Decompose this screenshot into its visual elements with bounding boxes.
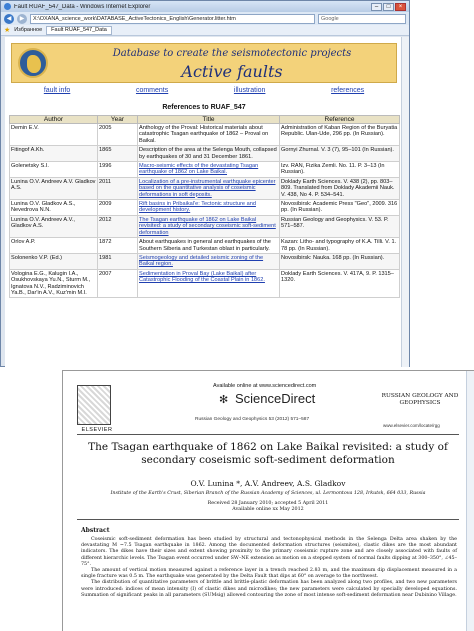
title-link[interactable]: Sedimentation in Proval Bay (Lake Baikal) after Catastrophic Flooding of the Coastal Plain in 1862. <box>139 270 265 284</box>
cell-title[interactable] <box>138 269 280 298</box>
forward-icon[interactable]: ▶ <box>17 14 27 24</box>
cell-author: Demin E.V. <box>10 124 98 146</box>
cell-year: 1981 <box>98 253 138 269</box>
col-reference: Reference <box>280 116 400 124</box>
cell-reference: Novosibirsk: Nauka. 168 pp. (In Russian). <box>280 253 400 269</box>
cell-year: 2005 <box>98 124 138 146</box>
abstract-heading: Abstract <box>81 527 110 534</box>
cell-reference: Administration of Kaban Region of the Buryatia Republic. Ulan-Ude, 296 pp. (In Russian). <box>280 124 400 146</box>
col-author: Author <box>10 116 98 124</box>
cell-title[interactable] <box>138 177 280 199</box>
elsevier-tree-logo <box>77 385 111 425</box>
table-row <box>10 269 400 298</box>
window-controls <box>371 3 406 11</box>
cell-title[interactable] <box>138 253 280 269</box>
abstract-paragraph: The distribution of quantitative parameters of brittle and brittle-plastic deformation has been analyzed along two profiles, and two new parameters were introduced: indices of mean intensity (I) of clastic dikes and microdikes; the new parameters were calculated by specially developed equations. Summation of significant peaks in all parameters (SUMsig) allowed contouring the zone of most intense soft-sediment deformation near Dubinino Village. <box>81 580 457 598</box>
available-online: Available online at www.sciencedirect.com <box>213 383 317 389</box>
cell-reference: Izv. RAN, Fizika Zemli. No. 11. P. 3–13 (In Russian). <box>280 162 400 178</box>
cell-author: Fitingof A.Kh. <box>10 146 98 162</box>
favorites-label[interactable]: Избранное <box>14 27 43 33</box>
section-nav <box>11 87 397 97</box>
address-bar <box>1 12 409 25</box>
paper-authors: O.V. Lunina *, A.V. Andreev, A.S. Gladkov <box>190 479 346 488</box>
search-input[interactable]: Google <box>318 14 406 24</box>
cell-year: 2011 <box>98 177 138 199</box>
cell-reference: Kazan: Litho- and typography of K.A. Tilli. V. 1. 78 pp. (In Russian). <box>280 238 400 254</box>
cell-author: Solonenko V.P. (Ed.) <box>10 253 98 269</box>
cell-reference: Russian Geology and Geophysics. V. 53. P. 571–587. <box>280 215 400 237</box>
minimize-icon[interactable]: – <box>371 3 382 11</box>
paper-affiliation: Institute of the Earth's Crust, Siberian Branch of the Russian Academy of Sciences, ul. Lermontova 128, Irkutsk, 664 033, Russia <box>110 491 426 496</box>
table-row <box>10 162 400 178</box>
table-row <box>10 253 400 269</box>
col-year: Year <box>98 116 138 124</box>
nav-references[interactable]: references <box>331 87 365 94</box>
maximize-icon[interactable]: □ <box>383 3 394 11</box>
table-row <box>10 200 400 216</box>
received-date: Received 28 January 2010; accepted 5 April 2011 <box>207 501 329 506</box>
references-table <box>9 115 400 298</box>
cell-reference: Gornyi Zhurnal. V. 3 (7), 95–101 (In Russian). <box>280 146 400 162</box>
cell-title[interactable] <box>138 215 280 237</box>
cell-reference: Doklady Earth Sciences. V. 438 (2), pp. 803–809. Translated from Doklady Akademii Nauk. V. 438, No 4. P. 534–541. <box>280 177 400 199</box>
page-content <box>5 37 402 367</box>
title-link[interactable]: The Tsagan earthquake of 1862 on Lake Baikal revisited: a study of secondary coseismic soft-sediment deformation <box>139 216 276 236</box>
journal-citation: Russian Geology and Geophysics 53 (2012) 571–587 <box>195 417 310 422</box>
cell-author: Golenetsky S.I. <box>10 162 98 178</box>
cell-year: 2009 <box>98 200 138 216</box>
title-link[interactable]: Rift basins in Pribaikal'e: Tectonic structure and development history. <box>139 201 256 214</box>
database-logo-icon <box>18 48 48 78</box>
table-row <box>10 238 400 254</box>
cell-title[interactable] <box>138 200 280 216</box>
favorites-bar <box>1 25 409 36</box>
cell-title[interactable] <box>138 162 280 178</box>
close-icon[interactable]: × <box>395 3 406 11</box>
title-bar <box>1 1 409 12</box>
sciencedirect-icon: ✻ <box>219 394 229 406</box>
title-link[interactable]: Macro-seismic effects of the devastating Tsagan earthquake of 1862 on Lake Baikal. <box>139 163 259 176</box>
elsevier-label: ELSEVIER <box>81 427 113 433</box>
cell-author: Lunina O.V. Gladkov A.S., Nevedrova N.N. <box>10 200 98 216</box>
banner-title: Active faults <box>181 62 283 81</box>
table-row <box>10 215 400 237</box>
page-scrollbar[interactable] <box>401 37 409 367</box>
cell-title: Anthology of the Proval: Historical materials about catastrophic Tsagan earthquake of 1862 – Proval on Baikal. <box>138 124 280 146</box>
online-date: Available online xx May 2012 <box>232 507 304 512</box>
table-row <box>10 124 400 146</box>
cell-title: Description of the area at the Selenga Mouth, collapsed by earthquakes of 30 and 31 December 1861. <box>138 146 280 162</box>
cell-title: About earthquakes in general and earthquakes of the Southern Siberia and Turkestan oblast in particularly. <box>138 238 280 254</box>
references-heading: References to RUAF_547 <box>162 104 246 111</box>
cell-author: Orlov A.P. <box>10 238 98 254</box>
abstract-rule <box>77 519 459 520</box>
table-row <box>10 146 400 162</box>
title-link[interactable]: Seismogeology and detailed seismic zoning of the Baikal region. <box>139 254 264 268</box>
journal-site: www.elsevier.com/locate/rgg <box>383 423 440 428</box>
title-link[interactable]: Localization of a pre-instrumental earthquake epicenter based on the quantitative analysis of coseismic deformations in soft deposits. <box>139 178 276 198</box>
col-title: Title <box>138 116 280 124</box>
abstract-paragraph: The amount of vertical motion measured against a reference layer in a trench reached 2.83 m, and the maximum dip displacement measured in a single fracture was 0.5 m. The earthquake was generated by the Delta Fault that dips at 60° on average to the northwest. <box>81 568 457 580</box>
nav-illustration[interactable]: illustration <box>233 87 266 94</box>
paper-title: The Tsagan earthquake of 1862 on Lake Baikal revisited: a study of secondary coseismic soft-sediment deformation <box>88 441 448 466</box>
cell-author: Lunina O.V. Andreev A.V. Gladkov A.S. <box>10 177 98 199</box>
journal-name: RUSSIAN GEOLOGY AND GEOPHYSICS <box>381 393 459 406</box>
favorites-star-icon[interactable]: ★ <box>4 27 11 34</box>
abstract-paragraph: Coseismic soft-sediment deformation has been studied by structural and tectonophysical methods in the Selenga Delta area shaken by the devastating M ~7.5 Tsagan earthquake in 1862. Among the documented deformation structures (seismites), clastic dikes are the most abundant indicators. The dikes have their sizes and extent showing proximity to the primary coseismic rupture zone and are closely associated with faults of different hierarchic levels. The Tsagan event occurred under SW–NE extension as motion on a stepped system of normal faults dipping at 300–350°, ∠45–75°. <box>81 537 457 567</box>
cell-year: 2012 <box>98 215 138 237</box>
header-rule <box>77 434 459 435</box>
nav-fault-info[interactable]: fault info <box>43 87 71 94</box>
cell-author: Vologina E.G., Kalugin I.A., Osukhovskaya Yu.N., Sturm M., Ignatova N.V., Radziminovich Ya.B., Dar'in A.V., Kuz'min M.I. <box>10 269 98 298</box>
abstract-text <box>81 537 457 599</box>
nav-comments[interactable]: comments <box>135 87 169 94</box>
cell-author: Lunina O.V. Andreev A.V., Gladkov A.S. <box>10 215 98 237</box>
address-input[interactable]: X:\OXANA_science_work\DATABASE_ActiveTectonics_English\Generator.litter.htm <box>30 14 315 24</box>
cell-reference: Doklady Earth Sciences. V. 417A, 9. P. 1315–1320. <box>280 269 400 298</box>
table-row <box>10 177 400 199</box>
window-title: Fault RUAF_547_Data - Windows Internet Explorer <box>14 3 151 10</box>
cell-reference: Novosibirsk: Academic Press "Geo", 2009. 316 pp. (In Russian). <box>280 200 400 216</box>
cell-year: 1872 <box>98 238 138 254</box>
sciencedirect-brand: ScienceDirect <box>235 391 316 406</box>
cell-year: 2007 <box>98 269 138 298</box>
back-icon[interactable]: ◀ <box>4 14 14 24</box>
paper-dates <box>83 501 453 513</box>
cell-year: 1865 <box>98 146 138 162</box>
banner-subtitle: Database to create the seismotectonic projects <box>112 48 352 59</box>
ie-icon <box>4 3 11 10</box>
pdf-scrollbar[interactable] <box>466 371 474 631</box>
browser-tab[interactable]: Fault RUAF_547_Data <box>46 26 112 35</box>
database-banner <box>11 43 397 83</box>
pdf-page <box>62 370 474 631</box>
cell-year: 1996 <box>98 162 138 178</box>
